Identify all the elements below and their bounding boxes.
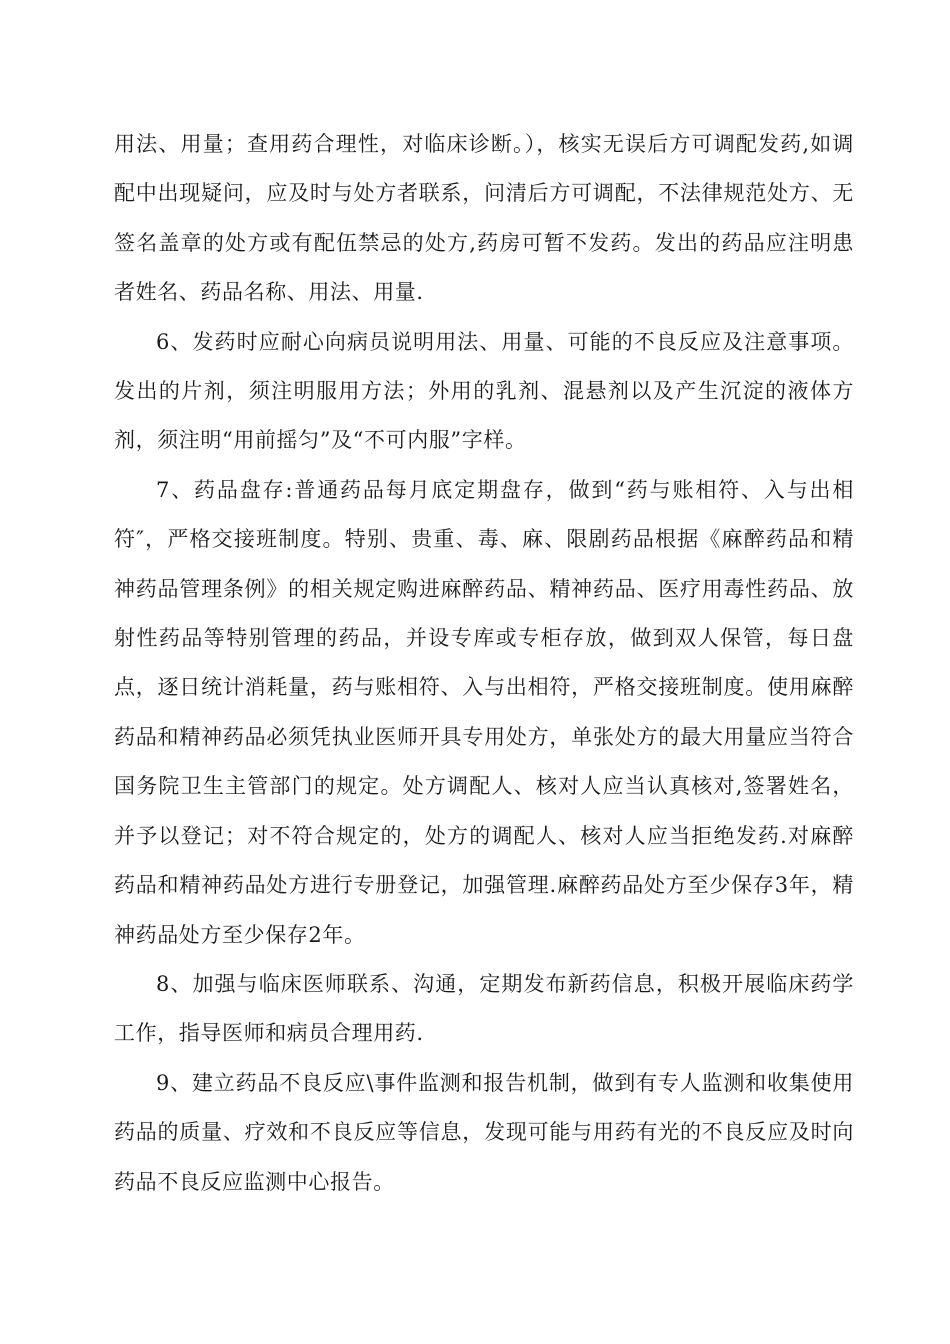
- paragraph-7: 7、药品盘存:普通药品每月底定期盘存，做到“药与账相符、入与出相符″，严格交接班制度。特别、贵重、毒、麻、限剧药品根据《麻醉药品和精神药品管理条例》的相关规定购进麻醉药品、精神药品、医疗用毒性药品、放射性药品等特别管理的药品，并设专库或专柜存放，做到双人保管，每日盘点，逐日统计消耗量，药与账相符、入与出相符，严格交接班制度。使用麻醉药品和精神药品必须凭执业医师开具专用处方，单张处方的最大用量应当符合国务院卫生主管部门的规定。处方调配人、核对人应当认真核对,签署姓名，并予以登记；对不符合规定的，处方的调配人、核对人应当拒绝发药.对麻醉药品和精神药品处方进行专册登记，加强管理.麻醉药品处方至少保存3年，精神药品处方至少保存2年。: [114, 477, 854, 947]
- paragraph-9: 9、建立药品不良反应\事件监测和报告机制，做到有专人监测和收集使用药品的质量、疗效和不良反应等信息，发现可能与用药有光的不良反应及时向药品不良反应监测中心报告。: [114, 1070, 854, 1194]
- paragraph-8: 8、加强与临床医师联系、沟通，定期发布新药信息，积极开展临床药学工作，指导医师和病员合理用药.: [114, 971, 854, 1046]
- paragraph-5-continued: 用法、用量；查用药合理性，对临床诊断。），核实无误后方可调配发药,如调配中出现疑问，应及时与处方者联系，问清后方可调配，不法律规范处方、无签名盖章的处方或有配伍禁忌的处方,药房可暂不发药。发出的药品应注明患者姓名、药品名称、用法、用量.: [114, 132, 854, 305]
- document-body: [114, 120, 854, 1207]
- paragraph-6: 6、发药时应耐心向病员说明用法、用量、可能的不良反应及注意事项。发出的片剂，须注明服用方法；外用的乳剂、混悬剂以及产生沉淀的液体方剂，须注明“用前摇匀”及“不可内服”字样。: [114, 329, 854, 453]
